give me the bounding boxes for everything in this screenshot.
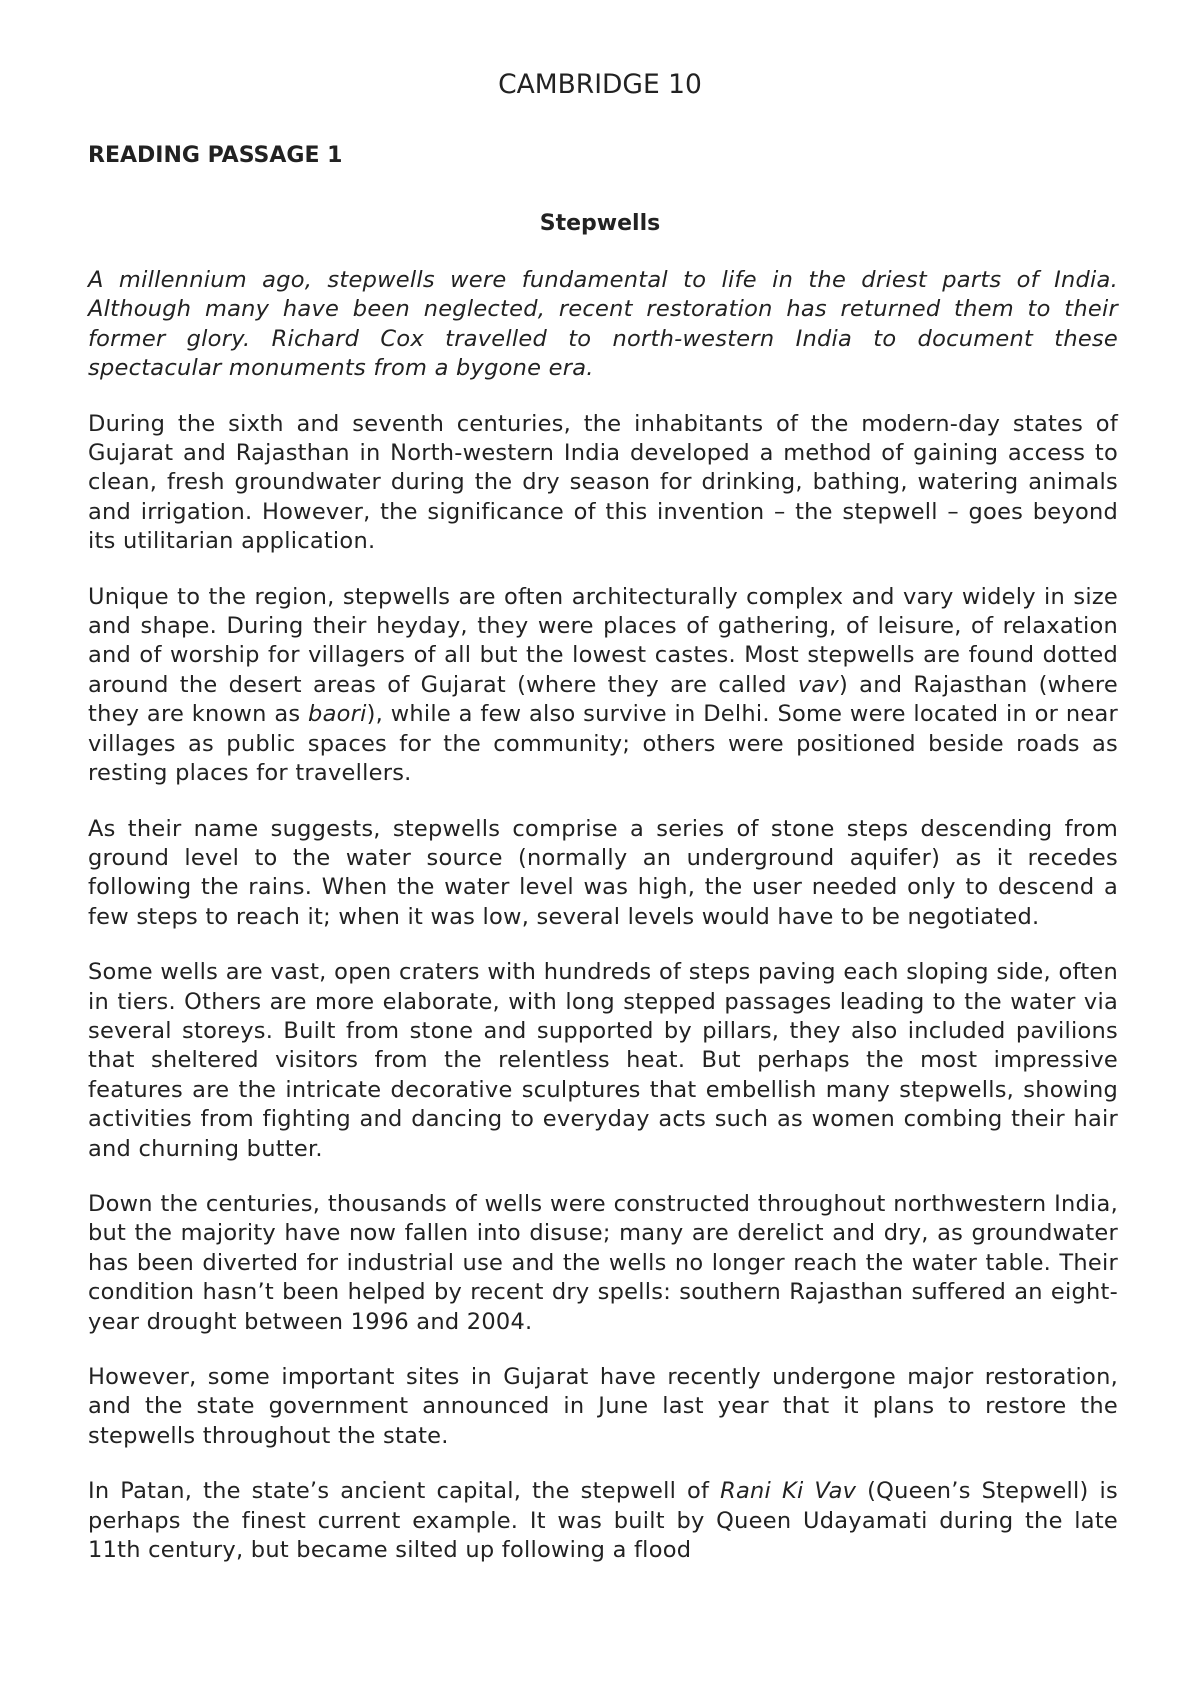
document-title: CAMBRIDGE 10 xyxy=(498,69,702,100)
passage-title: Stepwells xyxy=(539,211,661,236)
paragraph-2-text-c: ) and Rajasthan (where they are known as xyxy=(88,671,1119,728)
paragraph-7-text-c: (Queen’s Stepwell) is perhaps the finest current example. It was built by Queen Udayamati during the late 11th century, but became silted up following a flood xyxy=(88,1478,1118,1564)
paragraph-7 xyxy=(88,1477,1118,1565)
paragraph-3: As their name suggests, stepwells comprise a series of stone steps descending from ground level to the water source (normally an underground aquifer) as it recedes following the rains. When the water level was high, the user needed only to descend a few steps to reach it; when it was low, several levels would have to be negotiated. xyxy=(88,815,1118,930)
term-baori: baori xyxy=(308,701,367,728)
paragraph-4: Some wells are vast, open craters with hundreds of steps paving each sloping side, often in tiers. Others are more elaborate, with long stepped passages leading to the water via several storeys. Built from stone and supported by pillars, they also included pavilions that sheltered visitors from the relentless heat. But perhaps the most impressive features are the intricate decorative sculptures that embellish many stepwells, showing activities from fighting and dancing to everyday acts such as women combing their hair and churning butter. xyxy=(88,959,1118,1162)
passage-body xyxy=(88,266,1118,1591)
paragraph-6: However, some important sites in Gujarat have recently undergone major restoration, and the state government announced in June last year that it plans to restore the stepwells throughout the state. xyxy=(88,1364,1118,1449)
paragraph-2-text-e: ), while a few also survive in Delhi. Some were located in or near villages as public spaces for the community; others were positioned beside roads as resting places for travellers. xyxy=(88,701,1118,787)
section-label: READING PASSAGE 1 xyxy=(88,143,343,168)
term-vav: vav xyxy=(797,671,839,698)
paragraph-2 xyxy=(88,583,1118,789)
paragraph-7-text-a: In Patan, the state’s ancient capital, the stepwell of xyxy=(88,1478,721,1505)
paragraph-2-text-a: Unique to the region, stepwells are often architecturally complex and vary widely in size and shape. During their heyday, they were places of gathering, of leisure, of relaxation and of worship for villagers of all but the lowest castes. Most stepwells are found dotted around the desert areas of Gujarat (where they are called xyxy=(88,583,1118,698)
paragraph-1: During the sixth and seventh centuries, the inhabitants of the modern-day states of Gujarat and Rajasthan in North-western India developed a method of gaining access to clean, fresh groundwater during the dry season for drinking, bathing, watering animals and irrigation. However, the significance of this invention – the stepwell – goes beyond its utilitarian application. xyxy=(88,410,1118,555)
term-rani-ki-vav: Rani Ki Vav xyxy=(720,1478,857,1505)
paragraph-5: Down the centuries, thousands of wells were constructed throughout northwestern India, but the majority have now fallen into disuse; many are derelict and dry, as groundwater has been diverted for industrial use and the wells no longer reach the water table. Their condition hasn’t been helped by recent dry spells: southern Rajasthan suffered an eight-year drought between 1996 and 2004. xyxy=(88,1190,1118,1335)
passage-intro: A millennium ago, stepwells were fundamental to life in the driest parts of India. Although many have been neglected, recent restoration has returned them to their former glory. Richard Cox travelled to north-western India to document these spectacular monuments from a bygone era. xyxy=(88,267,1118,382)
